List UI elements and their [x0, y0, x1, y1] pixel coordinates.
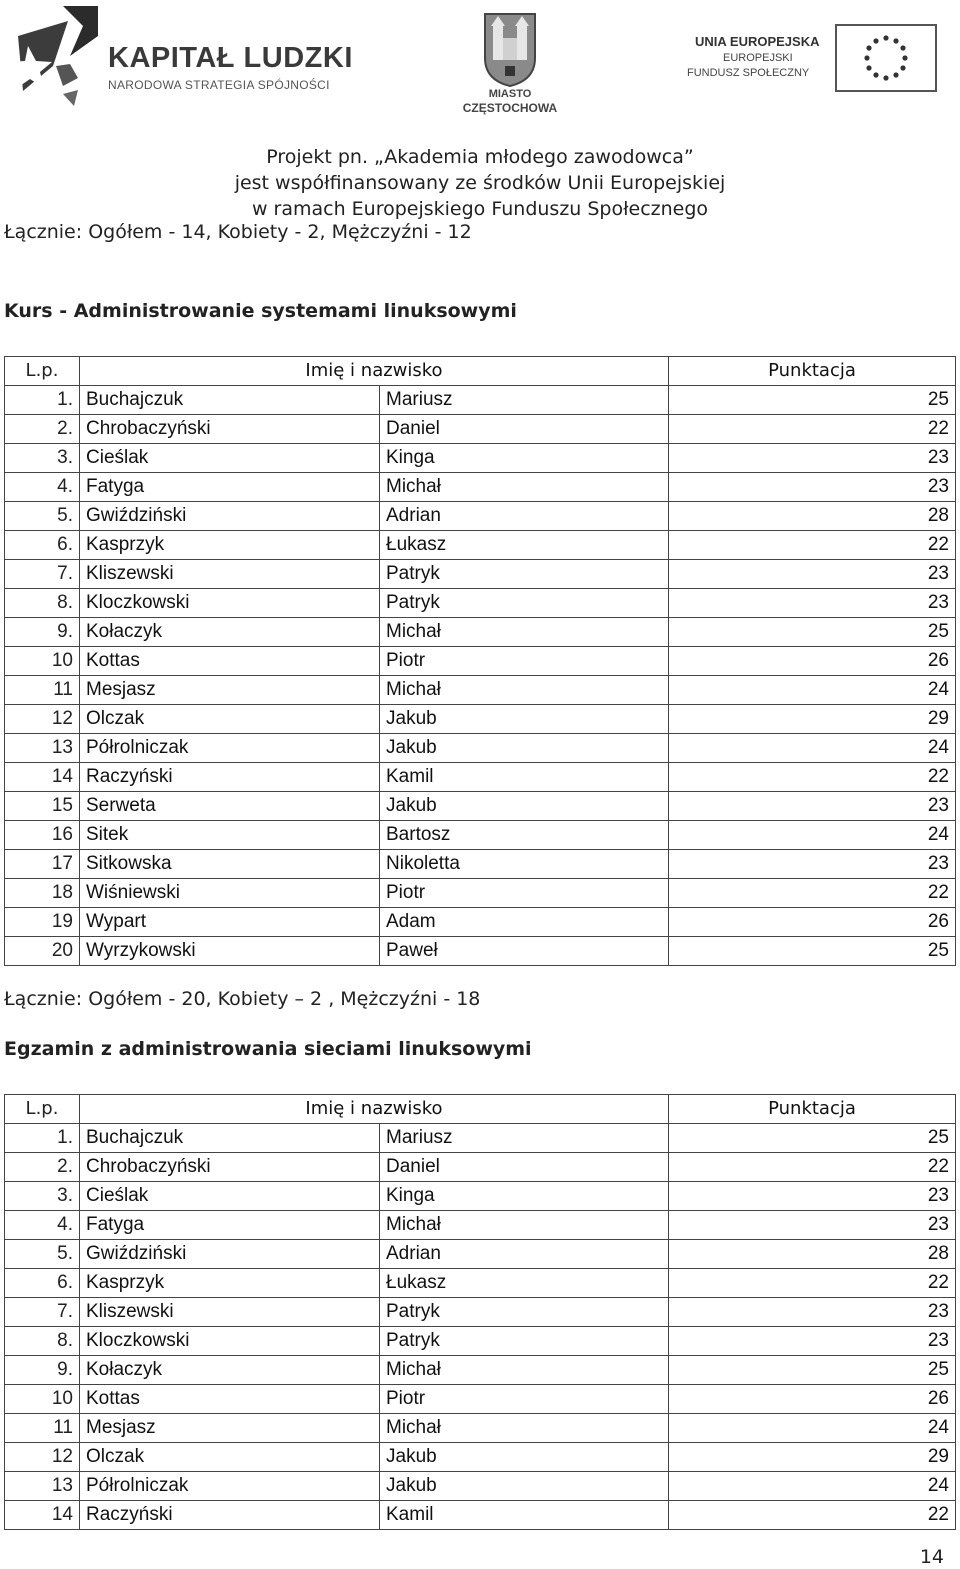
table-row: [5, 1385, 956, 1414]
row-surname: Olczak: [80, 705, 380, 734]
table-row: [5, 705, 956, 734]
header-line-2: jest współfinansowany ze środków Unii Europejskiej: [234, 172, 726, 194]
row-number: 2.: [5, 1153, 80, 1182]
row-surname: Kołaczyk: [80, 1356, 380, 1385]
row-surname: Półrolniczak: [80, 1472, 380, 1501]
row-surname: Sitek: [80, 821, 380, 850]
table-row: [5, 1211, 956, 1240]
row-firstname: Patryk: [380, 1298, 669, 1327]
row-surname: Sitkowska: [80, 850, 380, 879]
row-number: 7.: [5, 1298, 80, 1327]
row-points: 24: [669, 734, 956, 763]
row-firstname: Mariusz: [380, 1124, 669, 1153]
row-points: 22: [669, 415, 956, 444]
row-number: 5.: [5, 1240, 80, 1269]
row-surname: Kołaczyk: [80, 618, 380, 647]
row-surname: Buchajczuk: [80, 1124, 380, 1153]
logo-bar: [0, 0, 960, 120]
row-surname: Serweta: [80, 792, 380, 821]
row-firstname: Łukasz: [380, 1269, 669, 1298]
table-row: [5, 937, 956, 966]
header-line-1: Projekt pn. „Akademia młodego zawodowca”: [266, 146, 694, 168]
city-label-line1: MIASTO: [488, 88, 532, 100]
row-surname: Mesjasz: [80, 676, 380, 705]
row-number: 6.: [5, 531, 80, 560]
row-firstname: Kinga: [380, 444, 669, 473]
row-points: 28: [669, 1240, 956, 1269]
czestochowa-crest-logo: [455, 8, 575, 115]
row-surname: Olczak: [80, 1443, 380, 1472]
table-row: [5, 1472, 956, 1501]
city-crest-icon: [455, 8, 565, 88]
row-number: 17: [5, 850, 80, 879]
row-number: 6.: [5, 1269, 80, 1298]
row-number: 3.: [5, 1182, 80, 1211]
row-points: 23: [669, 850, 956, 879]
eu-flag-icon: [835, 24, 937, 92]
row-points: 25: [669, 618, 956, 647]
row-number: 1.: [5, 386, 80, 415]
row-number: 12: [5, 1443, 80, 1472]
row-points: 22: [669, 1501, 956, 1530]
table-row: [5, 763, 956, 792]
row-surname: Gwiździński: [80, 1240, 380, 1269]
table-row: [5, 1298, 956, 1327]
row-points: 23: [669, 473, 956, 502]
table-row: [5, 473, 956, 502]
row-firstname: Jakub: [380, 734, 669, 763]
row-number: 20: [5, 937, 80, 966]
row-number: 14: [5, 1501, 80, 1530]
table-row: [5, 1269, 956, 1298]
eu-social-fund-logo: [685, 24, 945, 99]
row-surname: Raczyński: [80, 1501, 380, 1530]
row-number: 9.: [5, 618, 80, 647]
page-number: 14: [919, 1546, 944, 1568]
row-firstname: Patryk: [380, 589, 669, 618]
row-surname: Gwiździński: [80, 502, 380, 531]
row-number: 2.: [5, 415, 80, 444]
row-surname: Kottas: [80, 1385, 380, 1414]
row-points: 23: [669, 589, 956, 618]
eu-label-line3: FUNDUSZ SPOŁECZNY: [687, 67, 810, 79]
row-surname: Mesjasz: [80, 1414, 380, 1443]
row-firstname: Daniel: [380, 1153, 669, 1182]
row-firstname: Piotr: [380, 879, 669, 908]
row-number: 10: [5, 1385, 80, 1414]
header-lp: L.p.: [5, 357, 80, 386]
row-points: 22: [669, 763, 956, 792]
row-number: 11: [5, 676, 80, 705]
row-surname: Cieślak: [80, 444, 380, 473]
row-surname: Kloczkowski: [80, 589, 380, 618]
table-row: [5, 1414, 956, 1443]
row-number: 8.: [5, 1327, 80, 1356]
row-number: 19: [5, 908, 80, 937]
row-firstname: Michał: [380, 1356, 669, 1385]
row-number: 13: [5, 734, 80, 763]
row-surname: Cieślak: [80, 1182, 380, 1211]
row-surname: Kliszewski: [80, 560, 380, 589]
row-number: 1.: [5, 1124, 80, 1153]
table-row: [5, 502, 956, 531]
row-surname: Wiśniewski: [80, 879, 380, 908]
row-firstname: Paweł: [380, 937, 669, 966]
row-points: 29: [669, 705, 956, 734]
row-points: 24: [669, 1414, 956, 1443]
table-row: [5, 386, 956, 415]
row-firstname: Mariusz: [380, 386, 669, 415]
row-surname: Kliszewski: [80, 1298, 380, 1327]
row-surname: Buchajczuk: [80, 386, 380, 415]
row-surname: Wypart: [80, 908, 380, 937]
row-firstname: Nikoletta: [380, 850, 669, 879]
row-points: 29: [669, 1443, 956, 1472]
summary-totals-2: Łącznie: Ogółem - 20, Kobiety – 2 , Mężczyźni - 18: [4, 988, 481, 1010]
row-number: 8.: [5, 589, 80, 618]
summary-totals-1: Łącznie: Ogółem - 14, Kobiety - 2, Mężczyźni - 12: [4, 221, 472, 243]
row-firstname: Piotr: [380, 1385, 669, 1414]
table-row: [5, 1240, 956, 1269]
row-firstname: Łukasz: [380, 531, 669, 560]
row-points: 26: [669, 908, 956, 937]
row-points: 23: [669, 444, 956, 473]
eu-label-line2: EUROPEJSKI: [723, 52, 793, 64]
row-firstname: Patryk: [380, 560, 669, 589]
row-firstname: Michał: [380, 1211, 669, 1240]
row-firstname: Jakub: [380, 1443, 669, 1472]
row-surname: Kottas: [80, 647, 380, 676]
row-firstname: Adam: [380, 908, 669, 937]
row-points: 23: [669, 560, 956, 589]
row-firstname: Michał: [380, 473, 669, 502]
row-firstname: Michał: [380, 676, 669, 705]
project-header: [0, 144, 960, 222]
row-firstname: Daniel: [380, 415, 669, 444]
header-name: Imię i nazwisko: [80, 357, 669, 386]
row-points: 23: [669, 1327, 956, 1356]
row-firstname: Jakub: [380, 705, 669, 734]
row-firstname: Michał: [380, 618, 669, 647]
kapital-ludzki-title: KAPITAŁ LUDZKI: [108, 42, 353, 74]
row-number: 16: [5, 821, 80, 850]
row-number: 14: [5, 763, 80, 792]
row-surname: Chrobaczyński: [80, 1153, 380, 1182]
table-row: [5, 531, 956, 560]
row-points: 23: [669, 792, 956, 821]
row-points: 25: [669, 386, 956, 415]
row-points: 22: [669, 1153, 956, 1182]
row-firstname: Adrian: [380, 1240, 669, 1269]
table-row: [5, 618, 956, 647]
row-points: 22: [669, 531, 956, 560]
row-points: 23: [669, 1182, 956, 1211]
row-firstname: Patryk: [380, 1327, 669, 1356]
row-number: 9.: [5, 1356, 80, 1385]
table-row: [5, 589, 956, 618]
row-surname: Półrolniczak: [80, 734, 380, 763]
table-row: [5, 1443, 956, 1472]
row-firstname: Jakub: [380, 792, 669, 821]
city-label-line2: CZĘSTOCHOWA: [462, 101, 558, 115]
table-row: [5, 850, 956, 879]
header-points: Punktacja: [669, 357, 956, 386]
row-firstname: Kamil: [380, 1501, 669, 1530]
row-points: 24: [669, 1472, 956, 1501]
row-firstname: Piotr: [380, 647, 669, 676]
row-surname: Kloczkowski: [80, 1327, 380, 1356]
row-points: 28: [669, 502, 956, 531]
row-points: 24: [669, 821, 956, 850]
table-row: [5, 1356, 956, 1385]
row-firstname: Jakub: [380, 1472, 669, 1501]
table-row: [5, 647, 956, 676]
row-number: 15: [5, 792, 80, 821]
table-row: [5, 1327, 956, 1356]
row-number: 13: [5, 1472, 80, 1501]
row-number: 4.: [5, 1211, 80, 1240]
row-number: 7.: [5, 560, 80, 589]
eu-label-line1: UNIA EUROPEJSKA: [695, 34, 820, 49]
row-surname: Raczyński: [80, 763, 380, 792]
star-figure-icon: [8, 6, 98, 111]
row-surname: Kasprzyk: [80, 1269, 380, 1298]
row-surname: Chrobaczyński: [80, 415, 380, 444]
table-row: [5, 560, 956, 589]
table-header-row: [5, 357, 956, 386]
row-points: 25: [669, 937, 956, 966]
table-row: [5, 1124, 956, 1153]
row-number: 3.: [5, 444, 80, 473]
row-number: 11: [5, 1414, 80, 1443]
row-number: 10: [5, 647, 80, 676]
row-surname: Fatyga: [80, 1211, 380, 1240]
table-row: [5, 1501, 956, 1530]
header-points: Punktacja: [669, 1095, 956, 1124]
row-firstname: Adrian: [380, 502, 669, 531]
table-header-row: [5, 1095, 956, 1124]
row-number: 5.: [5, 502, 80, 531]
row-points: 22: [669, 1269, 956, 1298]
row-points: 22: [669, 879, 956, 908]
table-row: [5, 676, 956, 705]
row-number: 12: [5, 705, 80, 734]
row-surname: Fatyga: [80, 473, 380, 502]
table-row: [5, 415, 956, 444]
row-points: 25: [669, 1356, 956, 1385]
table-row: [5, 734, 956, 763]
row-number: 4.: [5, 473, 80, 502]
header-name: Imię i nazwisko: [80, 1095, 669, 1124]
row-surname: Kasprzyk: [80, 531, 380, 560]
row-firstname: Kamil: [380, 763, 669, 792]
table-row: [5, 444, 956, 473]
row-firstname: Bartosz: [380, 821, 669, 850]
row-points: 25: [669, 1124, 956, 1153]
row-points: 23: [669, 1211, 956, 1240]
row-points: 23: [669, 1298, 956, 1327]
table-row: [5, 908, 956, 937]
row-points: 26: [669, 647, 956, 676]
table-row: [5, 1182, 956, 1211]
kapital-ludzki-subtitle: NARODOWA STRATEGIA SPÓJNOŚCI: [108, 78, 330, 92]
row-number: 18: [5, 879, 80, 908]
table-row: [5, 879, 956, 908]
row-points: 24: [669, 676, 956, 705]
grades-table-2: [4, 1094, 956, 1530]
grades-table-1: [4, 356, 956, 966]
course-title-2: Egzamin z administrowania sieciami linuksowymi: [4, 1038, 532, 1060]
header-line-3: w ramach Europejskiego Funduszu Społecznego: [251, 198, 709, 220]
row-firstname: Michał: [380, 1414, 669, 1443]
table-row: [5, 1153, 956, 1182]
row-points: 26: [669, 1385, 956, 1414]
course-title-1: Kurs - Administrowanie systemami linuksowymi: [4, 300, 517, 322]
header-lp: L.p.: [5, 1095, 80, 1124]
row-surname: Wyrzykowski: [80, 937, 380, 966]
kapital-ludzki-logo: [8, 6, 353, 111]
table-row: [5, 821, 956, 850]
row-firstname: Kinga: [380, 1182, 669, 1211]
table-row: [5, 792, 956, 821]
